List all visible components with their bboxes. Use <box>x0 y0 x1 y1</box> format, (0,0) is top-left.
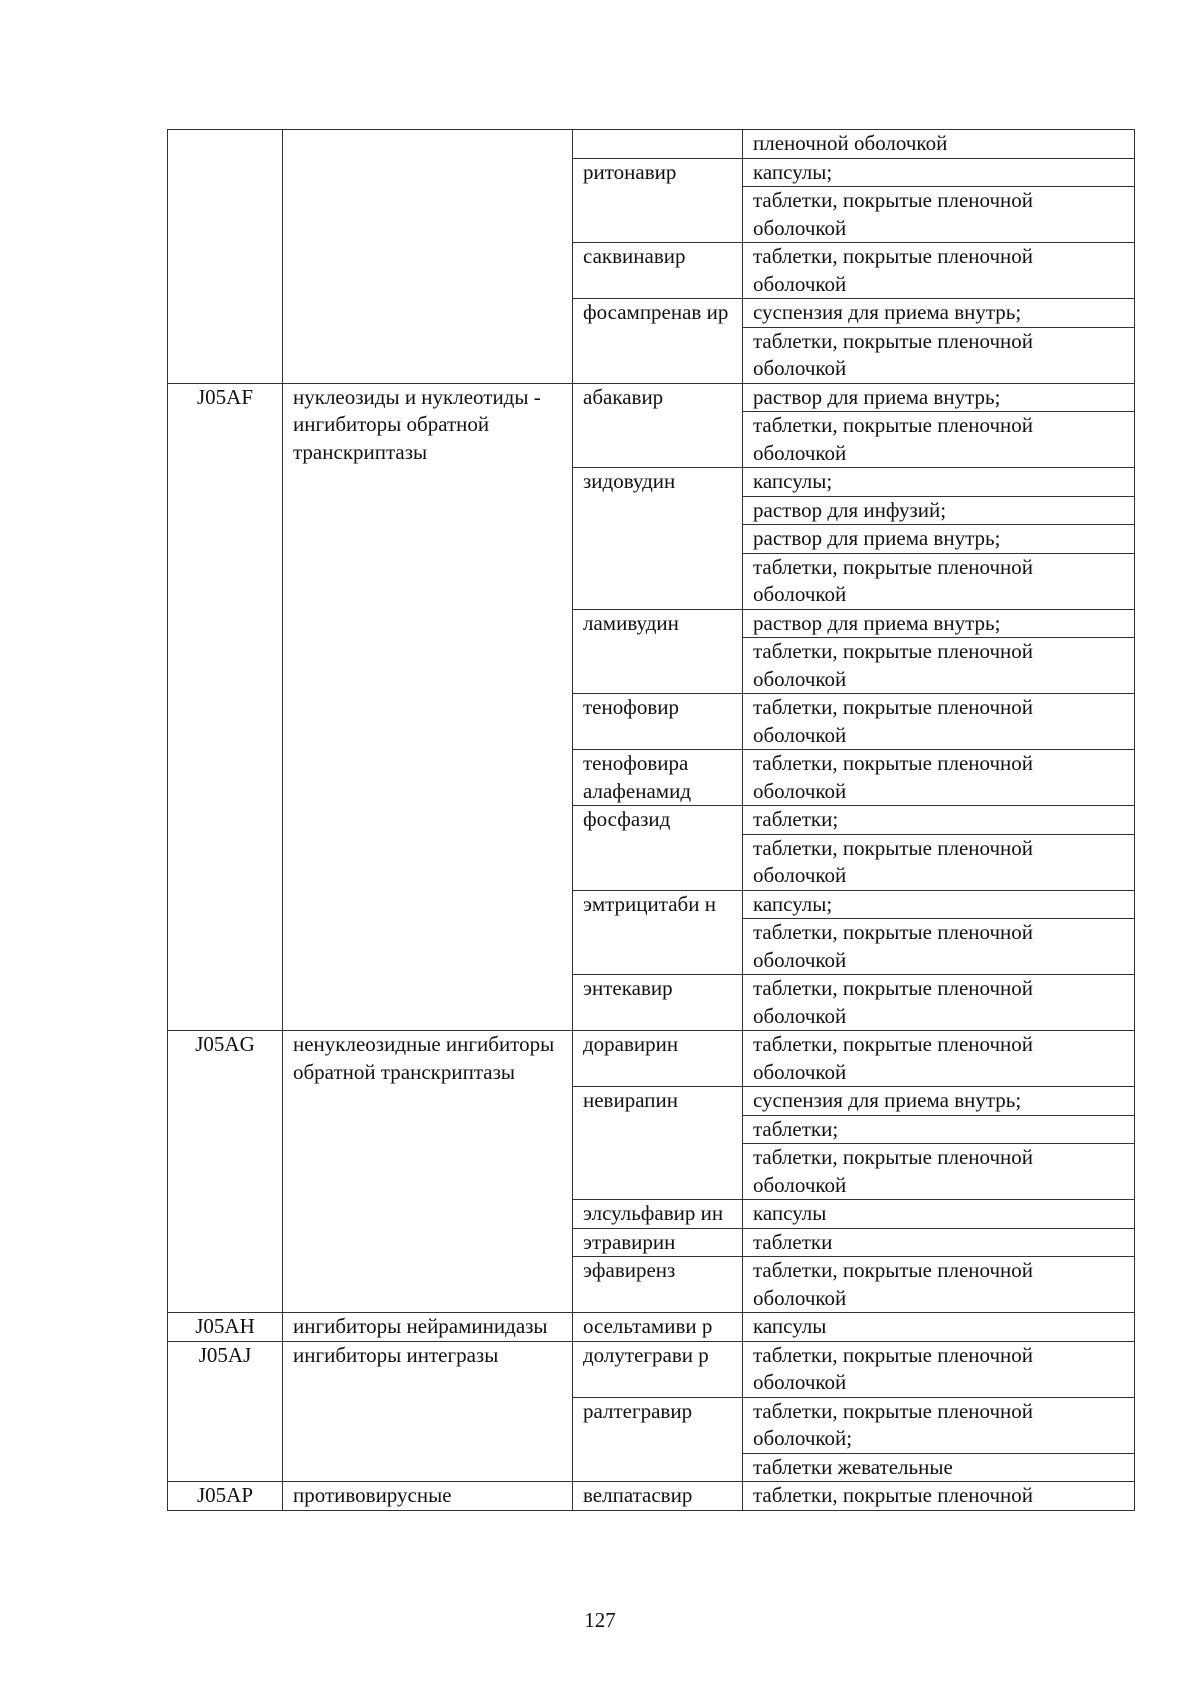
atc-code-cell: J05AF <box>168 383 283 1031</box>
table-row <box>168 383 1135 412</box>
atc-code-cell <box>168 130 283 384</box>
drug-name-cell: ламивудин <box>573 609 743 694</box>
group-cell: ингибиторы интегразы <box>283 1341 573 1482</box>
dosage-form-cell: таблетки, покрытые пленочной оболочкой <box>743 1341 1135 1397</box>
drug-name-cell: тенофовира алафенамид <box>573 750 743 806</box>
dosage-form-cell: таблетки, покрытые пленочной оболочкой <box>743 1144 1135 1200</box>
atc-code-cell: J05AJ <box>168 1341 283 1482</box>
dosage-form-cell: суспензия для приема внутрь; <box>743 1087 1135 1116</box>
drug-table <box>167 129 1135 1511</box>
dosage-form-cell: таблетки, покрытые пленочной оболочкой <box>743 638 1135 694</box>
atc-code-cell: J05AG <box>168 1031 283 1313</box>
dosage-form-cell: капсулы; <box>743 468 1135 497</box>
dosage-form-cell: раствор для приема внутрь; <box>743 525 1135 554</box>
drug-name-cell: этравирин <box>573 1228 743 1257</box>
dosage-form-cell: капсулы; <box>743 158 1135 187</box>
group-cell: ингибиторы нейраминидазы <box>283 1313 573 1342</box>
drug-name-cell: невирапин <box>573 1087 743 1200</box>
page-number: 127 <box>584 1608 616 1632</box>
drug-name-cell: абакавир <box>573 383 743 468</box>
drug-name-cell: эфавиренз <box>573 1257 743 1313</box>
dosage-form-cell: раствор для приема внутрь; <box>743 609 1135 638</box>
dosage-form-cell: таблетки, покрытые пленочной оболочкой <box>743 412 1135 468</box>
group-cell <box>283 130 573 384</box>
drug-name-cell: саквинавир <box>573 243 743 299</box>
drug-name-cell: зидовудин <box>573 468 743 610</box>
dosage-form-cell: таблетки, покрытые пленочной <box>743 1482 1135 1511</box>
drug-name-cell: долутеграви р <box>573 1341 743 1397</box>
drug-name-cell: эмтрицитаби н <box>573 890 743 975</box>
table-row <box>168 1482 1135 1511</box>
drug-name-cell <box>573 130 743 159</box>
drug-name-cell: осельтамиви р <box>573 1313 743 1342</box>
table-row <box>168 1313 1135 1342</box>
dosage-form-cell: таблетки жевательные <box>743 1453 1135 1482</box>
drug-name-cell: элсульфавир ин <box>573 1200 743 1229</box>
drug-name-cell: фосфазид <box>573 806 743 891</box>
dosage-form-cell: таблетки, покрытые пленочной оболочкой <box>743 919 1135 975</box>
group-cell: нуклеозиды и нуклеотиды - ингибиторы обратной транскриптазы <box>283 383 573 1031</box>
dosage-form-cell: таблетки, покрытые пленочной оболочкой <box>743 694 1135 750</box>
dosage-form-cell: пленочной оболочкой <box>743 130 1135 159</box>
drug-name-cell: тенофовир <box>573 694 743 750</box>
dosage-form-cell: таблетки <box>743 1228 1135 1257</box>
dosage-form-cell: таблетки, покрытые пленочной оболочкой <box>743 975 1135 1031</box>
dosage-form-cell: таблетки, покрытые пленочной оболочкой <box>743 1257 1135 1313</box>
table-row <box>168 1341 1135 1397</box>
drug-name-cell: велпатасвир <box>573 1482 743 1511</box>
group-cell: ненуклеозидные ингибиторы обратной транскриптазы <box>283 1031 573 1313</box>
dosage-form-cell: суспензия для приема внутрь; <box>743 299 1135 328</box>
table-row <box>168 1031 1135 1087</box>
dosage-form-cell: таблетки, покрытые пленочной оболочкой <box>743 187 1135 243</box>
dosage-form-cell: таблетки, покрытые пленочной оболочкой <box>743 327 1135 383</box>
dosage-form-cell: таблетки, покрытые пленочной оболочкой <box>743 834 1135 890</box>
atc-code-cell: J05AP <box>168 1482 283 1511</box>
dosage-form-cell: таблетки, покрытые пленочной оболочкой; <box>743 1397 1135 1453</box>
drug-name-cell: энтекавир <box>573 975 743 1031</box>
dosage-form-cell: таблетки, покрытые пленочной оболочкой <box>743 243 1135 299</box>
dosage-form-cell: таблетки, покрытые пленочной оболочкой <box>743 1031 1135 1087</box>
atc-code-cell: J05AH <box>168 1313 283 1342</box>
drug-name-cell: фосампренав ир <box>573 299 743 384</box>
dosage-form-cell: раствор для приема внутрь; <box>743 383 1135 412</box>
drug-name-cell: доравирин <box>573 1031 743 1087</box>
drug-name-cell: ралтегравир <box>573 1397 743 1482</box>
dosage-form-cell: раствор для инфузий; <box>743 496 1135 525</box>
dosage-form-cell: капсулы <box>743 1313 1135 1342</box>
dosage-form-cell: таблетки, покрытые пленочной оболочкой <box>743 553 1135 609</box>
dosage-form-cell: капсулы; <box>743 890 1135 919</box>
dosage-form-cell: капсулы <box>743 1200 1135 1229</box>
dosage-form-cell: таблетки; <box>743 806 1135 835</box>
table-row <box>168 130 1135 159</box>
dosage-form-cell: таблетки, покрытые пленочной оболочкой <box>743 750 1135 806</box>
dosage-form-cell: таблетки; <box>743 1115 1135 1144</box>
drug-name-cell: ритонавир <box>573 158 743 243</box>
group-cell: противовирусные <box>283 1482 573 1511</box>
